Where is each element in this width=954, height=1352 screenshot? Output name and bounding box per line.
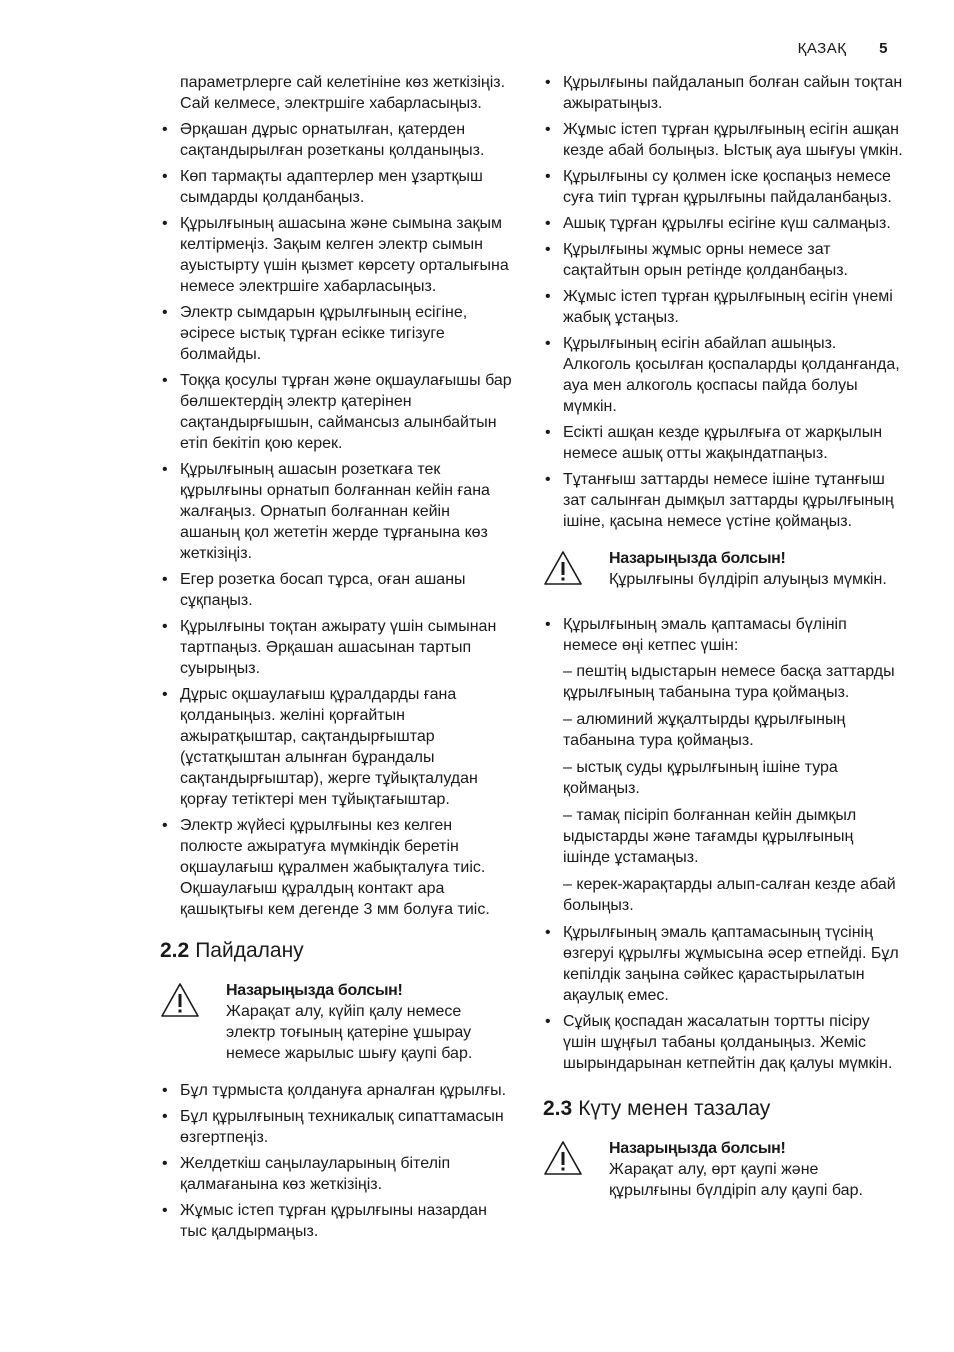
section-number: 2.3 (543, 1097, 573, 1120)
section-heading-care (543, 1096, 903, 1122)
section-heading-usage (160, 938, 512, 964)
warning-title: Назарыңызда болсын! (609, 1140, 786, 1157)
list-item: • Құрылғының эмаль қаптамасы бүлініп немесе өңі кетпес үшін: (545, 616, 847, 654)
usage-list-continued (543, 72, 903, 532)
warning-title: Назарыңызда болсын! (226, 982, 403, 999)
warning-box (160, 980, 512, 1064)
enamel-list-continued (543, 922, 903, 1074)
section-title: Пайдалану (195, 939, 304, 962)
warning-triangle-icon (543, 1140, 583, 1176)
warning-box (543, 548, 903, 590)
warning-text: Құрылғыны бүлдіріп алуыңыз мүмкін. (609, 571, 887, 588)
list-item: • Құрылғының есігін абайлап ашыңыз. Алкоголь қосылған қоспаларды қолданғанда, ауа мен алкоголь қоспасы пайда болуы мүмкін. (545, 335, 900, 415)
list-item: • Сұйық қоспадан жасалатын тортты пісіру үшін шұңғыл табаны қолданыңыз. Жеміс шырындарынан кетпейтін дақ қалуы мүмкін. (545, 1013, 893, 1072)
list-item: • Жұмыс істеп тұрған құрылғының есігін ашқан кезде абай болыңыз. Ыстық ауа шығуы үмкін. (545, 121, 903, 159)
left-column (160, 72, 512, 1247)
warning-title: Назарыңызда болсын! (609, 550, 786, 567)
list-item: • Құрылғының ашасын розеткаға тек құрылғыны орнатып болғаннан кейін ғана жалғаңыз. Орнатып болғаннан кейін ашаның қол жететін жерде тұрғанына көз жеткізіңіз. (162, 461, 490, 562)
warning-triangle-icon (160, 982, 200, 1018)
list-item: • Бұл тұрмыста қолдануға арналған құрылғы. (162, 1082, 507, 1099)
list-item: • Тұтанғыш заттарды немесе ішіне тұтанғыш зат салынған дымқыл заттарды құрылғының ішіне, қасына немесе үстіне қоймаңыз. (545, 471, 894, 530)
list-item: • Ашық тұрған құрылғы есігіне күш салмаңыз. (545, 215, 891, 232)
sub-item: – алюминий жұқалтырды құрылғының табанына тура қоймаңыз. (563, 711, 846, 749)
list-item: • Электр сымдарын құрылғының есігіне, әсіресе ыстық тұрған есікке тигізуге болмайды. (162, 304, 468, 363)
list-item: • Құрылғыны пайдаланып болған сайын тоқтан ажыратыңыз. (545, 74, 903, 112)
list-item: • Бұл құрылғының техникалық сипаттамасын өзгертпеңіз. (162, 1108, 504, 1146)
list-item: • Жұмыс істеп тұрған құрылғыны назардан тыс қалдырмаңыз. (162, 1202, 487, 1240)
section-number: 2.2 (160, 939, 190, 962)
sub-item: – пештің ыдыстарын немесе басқа заттарды құрылғының табанына тура қоймаңыз. (563, 663, 895, 701)
warning-triangle-icon (543, 550, 583, 586)
warning-text: Жарақат алу, өрт қаупі және құрылғыны бүлдіріп алу қаупі бар. (609, 1161, 863, 1199)
list-item: • Электр жүйесі құрылғыны кез келген полюсте ажыратуға мүмкіндік беретін оқшаулағыш құралмен жабықталуға тиіс. Оқшаулағыш құралдың контакт ара қашықтығы кем дегенде 3 мм болуға тиіс. (162, 817, 490, 918)
safety-list (160, 119, 512, 920)
sub-item: – ыстық суды құрылғының ішіне тура қоймаңыз. (563, 759, 838, 797)
list-item: • Егер розетка босап тұрса, оған ашаны сұқпаңыз. (162, 571, 466, 609)
list-item: • Желдеткіш саңылауларының бітеліп қалмағанына көз жеткізіңіз. (162, 1155, 451, 1193)
section-title: Күту менен тазалау (578, 1097, 771, 1120)
warning-text: Жарақат алу, күйіп қалу немесе электр тоғының қатеріне ұшырау немесе жарылыс шығу қаупі бар. (226, 1003, 473, 1062)
list-item: • Дұрыс оқшаулағыш құралдарды ғана қолданыңыз. желіні қорғайтын ажыратқыштар, сақтандырғыштар (ұстатқыштан алынған бұрандалы сақтандырғыштар), жерге тұйықталудан қорғау тетіктері мен тұйықтағыштар. (162, 686, 478, 808)
list-item: • Жұмыс істеп тұрған құрылғының есігін үнемі жабық ұстаңыз. (545, 288, 893, 326)
list-item: • Көп тармақты адаптерлер мен ұзартқыш сымдарды қолданбаңыз. (162, 168, 483, 206)
usage-list (160, 1080, 512, 1242)
page-number: 5 (879, 40, 888, 57)
language-label: ҚАЗАҚ (797, 40, 847, 57)
warning-box (543, 1138, 903, 1201)
list-item: • Құрылғыны су қолмен іске қоспаңыз немесе суға тиіп тұрған құрылғыны пайдаланбаңыз. (545, 168, 892, 206)
intro-continuation: параметрлерге сай келетініне көз жеткізіңіз. Сай келмесе, электршіге хабарласыңыз. (180, 74, 506, 112)
right-column (543, 72, 903, 1217)
list-item: • Құрылғыны тоқтан ажырату үшін сымынан тартпаңыз. Әрқашан ашасынан тартып суырыңыз. (162, 618, 497, 677)
list-item: • Әрқашан дұрыс орнатылған, қатерден сақтандырылған розетканы қолданыңыз. (162, 121, 485, 159)
page-header (798, 40, 888, 57)
enamel-list (543, 614, 903, 656)
list-item: • Құрылғының ашасына және сымына зақым келтірмеңіз. Зақым келген электр сымын ауыстырту үшін қызмет көрсету орталығына немесе электршіге хабарласыңыз. (162, 215, 509, 295)
list-item: • Құрылғыны жұмыс орны немесе зат сақтайтын орын ретінде қолданбаңыз. (545, 241, 848, 279)
list-item: • Тоққа қосулы тұрған және оқшаулағышы бар бөлшектердің электр қатерінен сақтандырғышын, саймансыз алынбайтын етіп бекітіп қою керек. (162, 372, 512, 452)
sub-item: – тамақ пісіріп болғаннан кейін дымқыл ыдыстарды және тағамды құрылғының ішінде ұстамаңыз. (563, 807, 857, 866)
sub-item: – керек-жарақтарды алып-салған кезде абай болыңыз. (563, 876, 896, 914)
list-item: • Құрылғының эмаль қаптамасының түсінің өзгеруі құрылғы жұмысына әсер етпейді. Бұл кепілдік заңына сәйкес қарастырылатын ақаулық емес. (545, 924, 899, 1004)
list-item: • Есікті ашқан кезде құрылғыға от жарқылын немесе ашық отты жақындатпаңыз. (545, 424, 883, 462)
